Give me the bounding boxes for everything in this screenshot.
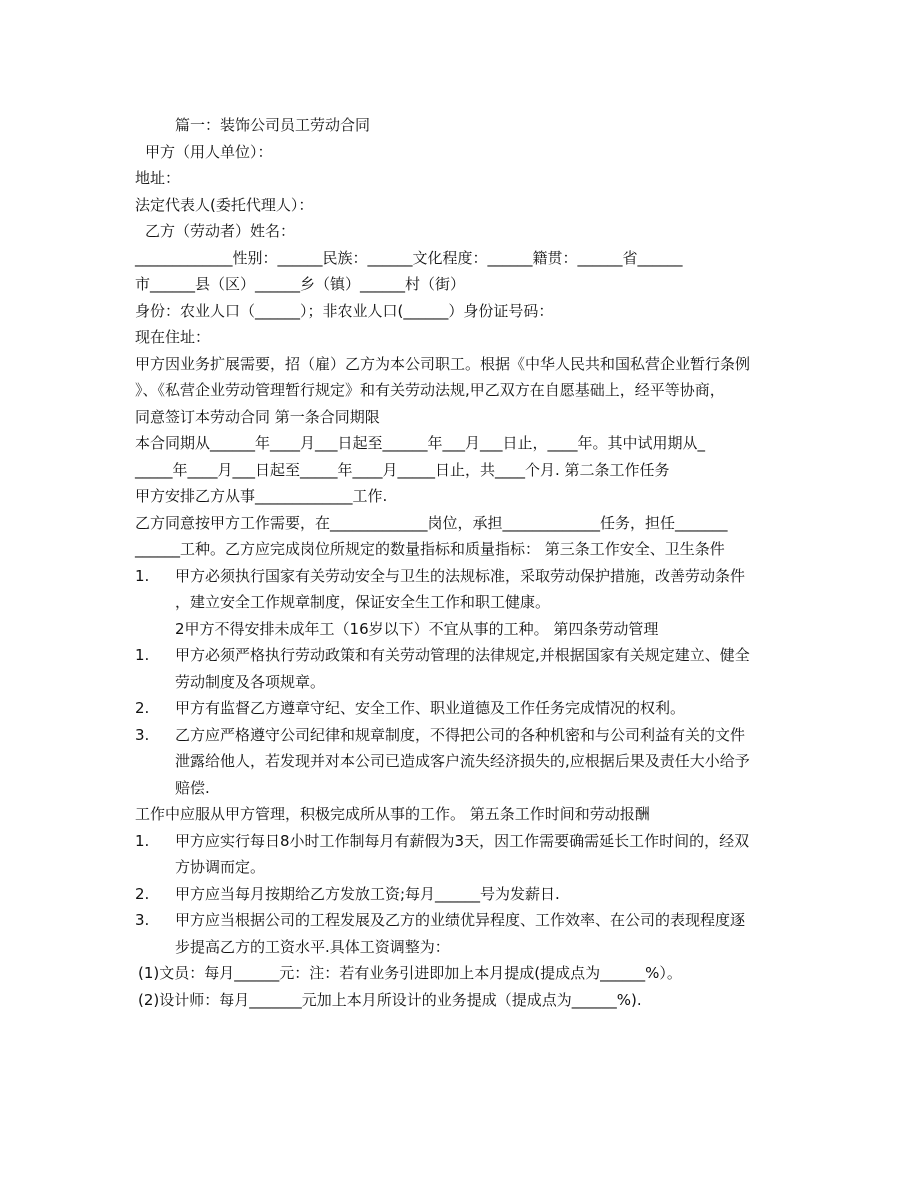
- list-text: 劳动制度及各项规章。: [175, 672, 326, 691]
- list-item: [135, 722, 785, 802]
- list-text: 甲方必须严格执行劳动政策和有关劳动管理的法律规定,并根据国家有关规定建立、健全: [175, 646, 750, 664]
- address-line: 地址：: [135, 169, 181, 187]
- paragraph-line: 》、《私营企业劳动管理暂行规定》和有关劳动法规,甲乙双方在自愿基础上，经平等协商，: [135, 381, 725, 399]
- list-text: 泄露给他人，若发现并对本公司已造成客户流失经济损失的,应根据后果及责任大小给予: [175, 752, 750, 770]
- list-text: 步提高乙方的工资水平.具体工资调整为：: [175, 937, 450, 956]
- info-line-1: _____________性别：______民族：______文化程度：______籍贯：______省______: [135, 248, 683, 267]
- paragraph-line: 乙方同意按甲方工作需要，在_____________岗位，承担_____________任务，担任_______: [135, 513, 728, 532]
- identity-line: 身份：农业人口（______）；非农业人口(______）身份证号码：: [135, 301, 554, 320]
- list-text: 乙方应严格遵守公司纪律和规章制度，不得把公司的各种机密和与公司利益有关的文件: [175, 725, 746, 744]
- list-number: 3.: [135, 911, 150, 929]
- list-text: 甲方应当根据公司的工程发展及乙方的业绩优异程度、工作效率、在公司的表现程度逐: [175, 911, 746, 929]
- list-text: 甲方必须执行国家有关劳动安全与卫生的法规标准，采取劳动保护措施，改善劳动条件: [175, 566, 746, 585]
- legal-rep-line: 法定代表人(委托代理人）：: [135, 195, 314, 214]
- paragraph-line: ______工种。乙方应完成岗位所规定的数量指标和质量指标： 第三条工作安全、卫生条件: [135, 540, 725, 558]
- list-number: 2.: [135, 699, 150, 717]
- list-text: 赔偿.: [175, 778, 210, 797]
- list-item: [135, 828, 785, 881]
- list-item: [135, 881, 785, 908]
- document-title: 篇一：装饰公司员工劳动合同: [175, 116, 371, 134]
- sub-item-designer: (2)设计师：每月_______元加上本月所设计的业务提成（提成点为______%).: [138, 990, 642, 1009]
- party-a-line: 甲方（用人单位）：: [145, 142, 273, 161]
- paragraph-line: 工作中应服从甲方管理，积极完成所从事的工作。 第五条工作时间和劳动报酬: [135, 805, 650, 823]
- list-item: [135, 695, 785, 722]
- list-text: 甲方应当每月按期给乙方发放工资;每月______号为发薪日.: [175, 884, 560, 903]
- contract-body: [135, 112, 785, 1013]
- list-text: 方协调而定。: [175, 858, 266, 876]
- list-text: ，建立安全工作规章制度，保证安全生工作和职工健康。: [175, 593, 551, 611]
- list-item: [135, 642, 785, 695]
- list-number: 1.: [135, 831, 150, 850]
- sub-item-clerk: (1)文员：每月______元：注：若有业务引进即加上本月提成(提成点为______%）。: [138, 964, 682, 982]
- paragraph-line: 甲方安排乙方从事_____________工作.: [135, 487, 388, 505]
- list-number: 2.: [135, 884, 150, 903]
- list-text: 甲方有监督乙方遵章守纪、安全工作、职业道德及工作任务完成情况的权利。: [175, 699, 686, 717]
- paragraph-line: 同意签订本劳动合同 第一条合同期限: [135, 407, 380, 426]
- paragraph-line: 甲方因业务扩展需要，招（雇）乙方为本公司职工。根据《中华人民共和国私营企业暂行条例: [135, 354, 751, 373]
- safety-extra-line: 2甲方不得安排未成年工（16岁以下）不宜从事的工种。 第四条劳动管理: [175, 619, 659, 638]
- paragraph-line: 本合同期从______年____月___日起至______年___月___日止，____年。其中试用期从_: [135, 434, 706, 452]
- info-line-2: 市______县（区）______乡（镇）______村（街）: [135, 275, 466, 293]
- list-number: 3.: [135, 725, 150, 744]
- residence-line: 现在住址：: [135, 328, 211, 346]
- list-item: [135, 907, 785, 960]
- paragraph-line: _____年____月___日起至_____年____月_____日止，共____个月. 第二条工作任务: [135, 460, 670, 479]
- list-number: 1.: [135, 646, 150, 664]
- list-number: 1.: [135, 566, 150, 585]
- list-text: 甲方应实行每日8小时工作制每月有薪假为3天，因工作需要确需延长工作时间的，经双: [175, 831, 750, 850]
- party-b-line: 乙方（劳动者）姓名：: [145, 222, 296, 240]
- list-item: [135, 563, 785, 616]
